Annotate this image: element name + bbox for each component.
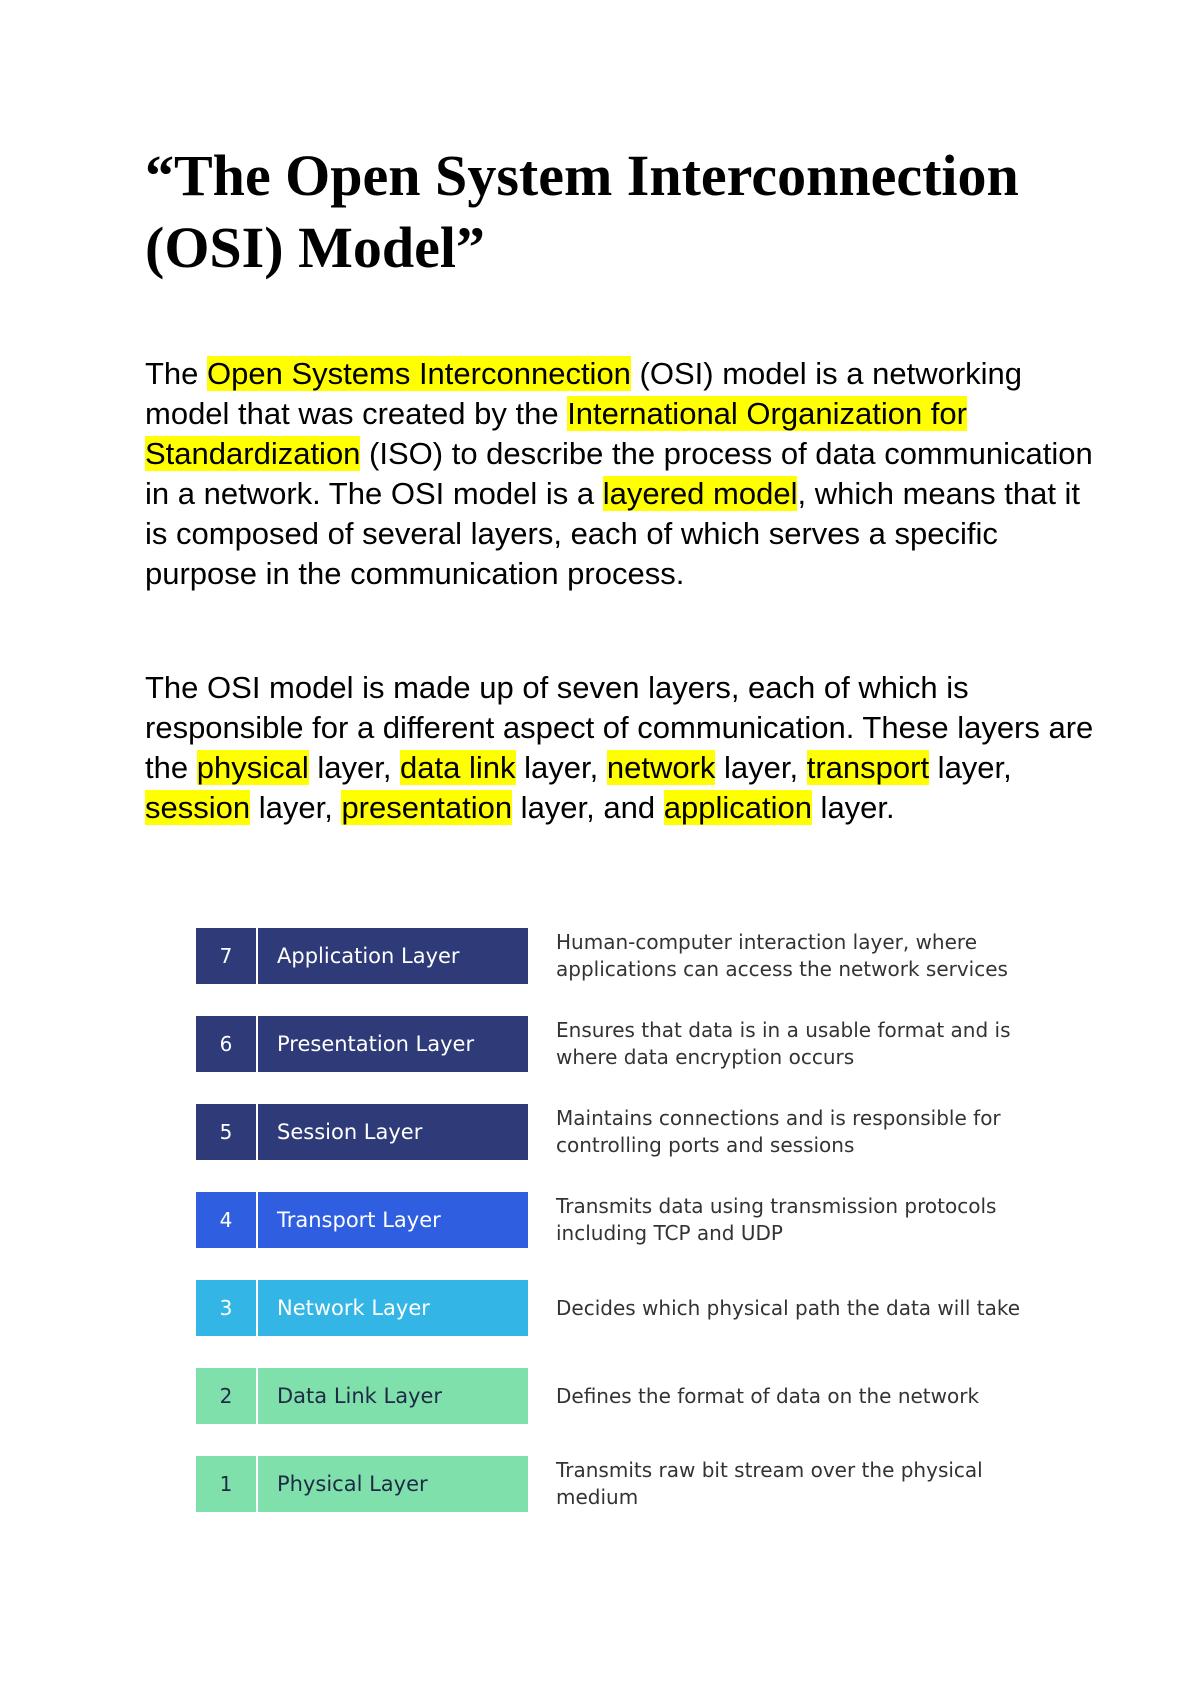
text-run: layer, and [512,790,664,825]
document-title: “The Open System Interconnection (OSI) Model” [145,143,1019,280]
text-run: The OSI model is made up of seven layers, each of which is responsible for a different aspect of communication. These layers are the [145,670,1094,785]
highlighted-term: data link [400,750,516,785]
text-run: The [145,356,208,391]
layers-paragraph [145,668,1095,828]
osi-layer-row [196,1192,1096,1248]
osi-layer-row [196,928,1096,984]
layer-name: Presentation Layer [258,1016,528,1072]
highlighted-term: International Organization for Standardization [145,396,967,471]
osi-layer-row [196,1104,1096,1160]
layer-number: 4 [196,1192,256,1248]
highlighted-term: application [663,790,812,825]
layer-name: Application Layer [258,928,528,984]
text-run: layer, [515,750,607,785]
layer-name: Network Layer [258,1280,528,1336]
layer-number: 1 [196,1456,256,1512]
highlighted-term: physical [196,750,309,785]
layer-description: Maintains connections and is responsible for controlling ports and sessions [556,1106,1001,1157]
layer-number: 7 [196,928,256,984]
layer-number: 3 [196,1280,256,1336]
text-run: layer, [929,750,1012,785]
osi-layer-row [196,1016,1096,1072]
highlighted-term: network [606,750,716,785]
layer-name: Transport Layer [258,1192,528,1248]
layer-description: Transmits data using transmission protocols including TCP and UDP [556,1194,997,1245]
osi-layer-row [196,1456,1096,1512]
highlighted-term: presentation [341,790,513,825]
layer-description: Defines the format of data on the network [556,1383,980,1408]
layer-number: 5 [196,1104,256,1160]
layer-number: 2 [196,1368,256,1424]
text-run: (ISO) to describe the process of data communication in a network. The OSI model is a [145,436,1093,511]
highlighted-term: session [145,790,251,825]
layer-name: Physical Layer [258,1456,528,1512]
highlighted-term: layered model [602,476,798,511]
text-run: , which means that it is composed of several layers, each of which serves a specific purpose in the communication process. [145,476,1081,591]
layer-description: Transmits raw bit stream over the physical medium [556,1458,983,1509]
intro-paragraph [145,354,1095,594]
text-run: (OSI) model is a networking model that was created by the [145,356,1023,431]
layer-description: Ensures that data is in a usable format and is where data encryption occurs [556,1018,1011,1069]
highlighted-term: transport [806,750,930,785]
text-run: layer, [715,750,807,785]
highlighted-term: Open Systems Interconnection [207,356,631,391]
osi-layer-row [196,1280,1096,1336]
layer-number: 6 [196,1016,256,1072]
layer-name: Data Link Layer [258,1368,528,1424]
layer-name: Session Layer [258,1104,528,1160]
text-run: layer, [250,790,342,825]
text-run: layer. [811,790,895,825]
osi-layer-row [196,1368,1096,1424]
layer-description: Decides which physical path the data will take [556,1295,1021,1320]
text-run: layer, [308,750,401,785]
layer-description: Human-computer interaction layer, where applications can access the network services [556,930,1008,981]
